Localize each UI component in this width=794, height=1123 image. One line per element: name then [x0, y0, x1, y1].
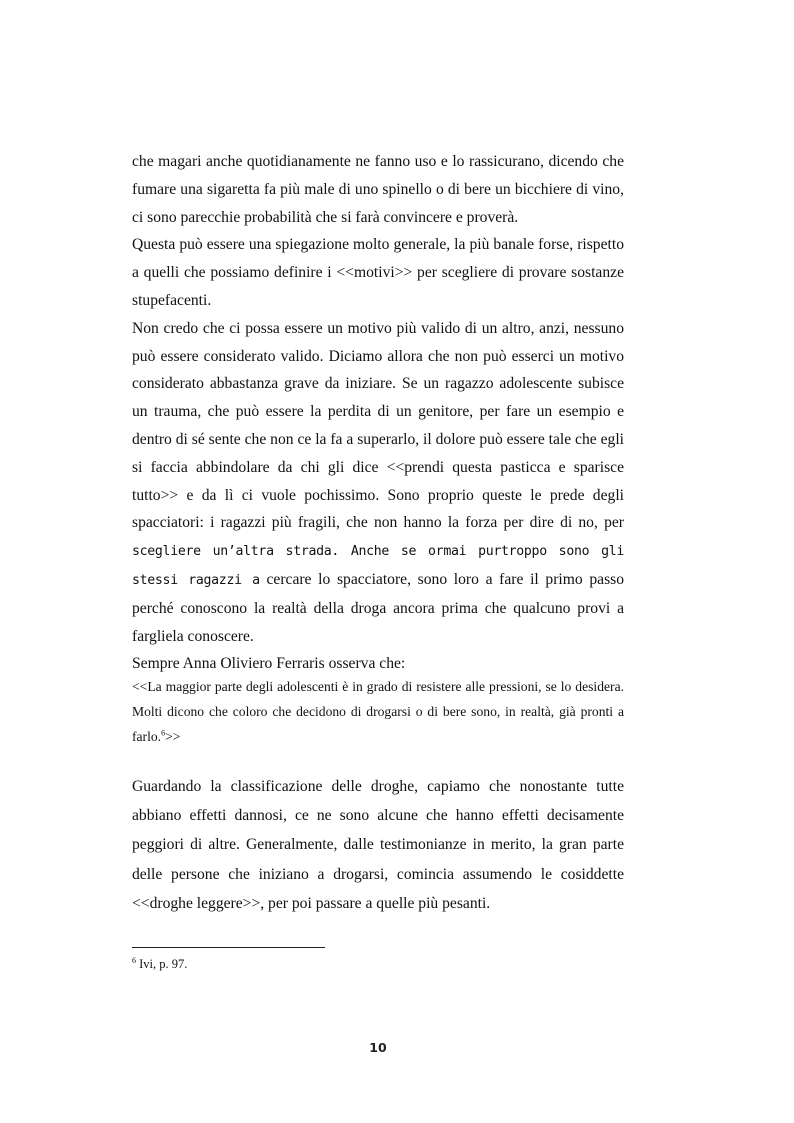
paragraph-5: Guardando la classificazione delle droghe, capiamo che nonostante tutte abbiano effetti dannosi, ce ne sono alcune che hanno effetti decisamente peggiori di altre. Generalmente, dalle testimonianze in merito, la gran parte delle persone che iniziano a drogarsi, comincia assumendo le cosiddette <<droghe leggere>>, per poi passare a quelle più pesanti.: [132, 778, 624, 912]
footnote: [132, 955, 187, 973]
quote-text: <<La maggior parte degli adolescenti è in grado di resistere alle pressioni, se lo desidera. Molti dicono che coloro che decidono di drogarsi o di bere sono, in realtà, già pronti a farlo.: [132, 679, 624, 744]
paragraph-3-part-3: cercare lo spacciatore, sono loro a fare il primo passo perché conoscono la realtà della droga ancora prima che qualcuno provi a fargliela conoscere.: [132, 570, 625, 645]
paragraph-3-part-1: Non credo che ci possa essere un motivo più valido di un altro, anzi, nessuno può essere considerato valido. Diciamo allora che non può esserci un motivo considerato abbastanza grave da iniziare. Se un ragazzo adolescente subisce un trauma, che può essere la perdita di un genitore, per fare un esempio e dentro di sé sente che non ce la fa a superarlo, il dolore può essere tale che egli si faccia abbindolare da chi gli dice <<prendi questa pasticca e sparisce tutto>> e da lì ci vuole pochissimo. Sono proprio queste le prede degli spacciatori: i ragazzi più fragili, che non hanno la forza per dire di no, per: [132, 319, 624, 532]
quote-close: >>: [165, 729, 181, 744]
footnote-separator: [132, 947, 325, 948]
paragraph-3: [132, 315, 624, 651]
document-page: [132, 0, 624, 1123]
paragraph-4: Sempre Anna Oliviero Ferraris osserva che:: [132, 655, 406, 673]
paragraph-3-part-2: scegliere un’altra strada. Anche se ormai purtroppo sono gli stessi ragazzi a: [132, 544, 624, 588]
block-quote: [132, 674, 624, 749]
footnote-reference[interactable]: 6: [161, 728, 166, 738]
paragraph-2: Questa può essere una spiegazione molto generale, la più banale forse, rispetto a quelli che possiamo definire i <<motivi>> per scegliere di provare sostanze stupefacenti.: [132, 236, 624, 309]
paragraph-1: che magari anche quotidianamente ne fanno uso e lo rassicurano, dicendo che fumare una sigaretta fa più male di uno spinello o di bere un bicchiere di vino, ci sono parecchie probabilità che si farà convincere e proverà.: [132, 153, 624, 226]
footnote-text: Ivi, p. 97.: [136, 957, 188, 971]
footnote-number: 6: [132, 955, 136, 965]
main-text-block: [132, 148, 624, 678]
page-number: 10: [369, 1040, 387, 1055]
